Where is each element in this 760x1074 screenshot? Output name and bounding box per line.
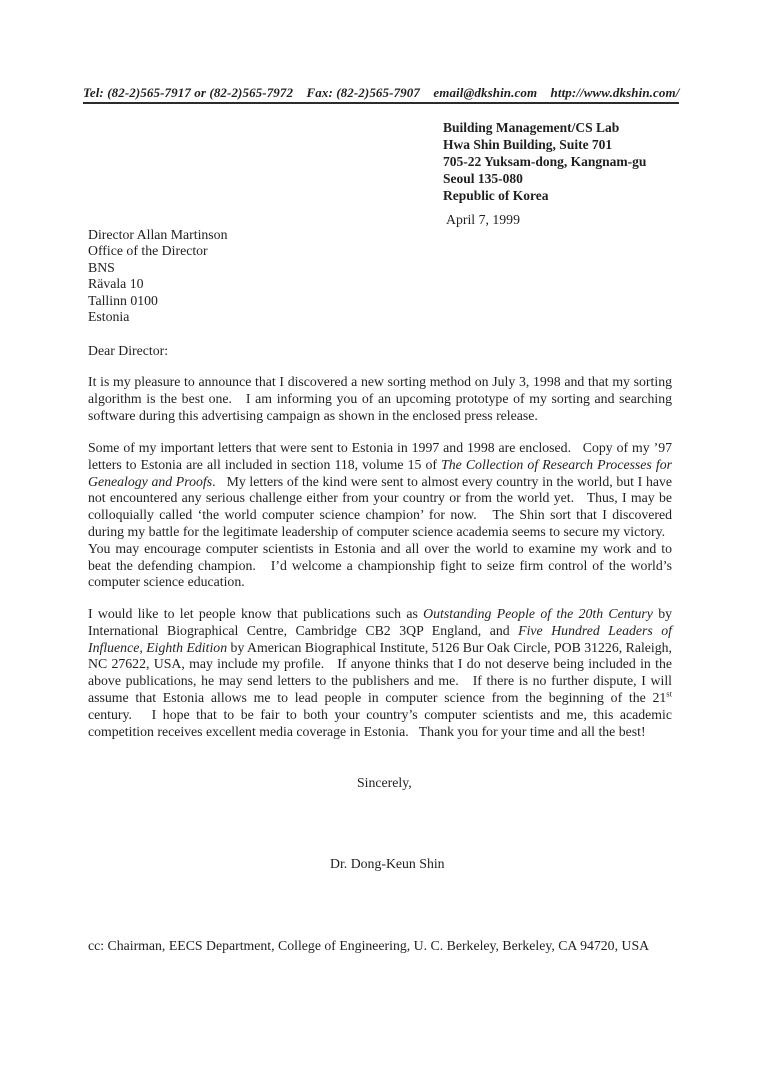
recipient-address-block	[88, 227, 227, 325]
text-segment: Eighth Edition	[146, 639, 228, 655]
sender-address-block	[443, 119, 646, 204]
text-segment: It is my pleasure to announce that I discovered a new sorting method on July 3, 1998 and that my sorting algorithm is the best one. I am informing you of an upcoming prototype of my sorting and searching software during this advertising campaign as shown in the enclosed press release.	[88, 374, 672, 423]
text-segment: . My letters of the kind were sent to almost every country in the world, but I have not encountered any serious challenge either from your country or from the world yet. Thus, I may be colloquially called ‘the world computer science champion’ for now. The Shin sort that I discovered during my battle for the legitimate leadership of computer science academia seems to secure my victory. You may encourage computer scientists in Estonia and all over the world to examine my work and to beat the defending champion. I’d welcome a championship fight to seize firm control of the world’s computer science education.	[88, 473, 673, 590]
text-segment: Five Hundred Leaders of Influence	[88, 622, 672, 655]
recipient-address-line: BNS	[88, 259, 115, 275]
signature-name: Dr. Dong-Keun Shin	[330, 856, 445, 871]
closing: Sincerely,	[357, 775, 412, 790]
recipient-address-line: Tallinn 0100	[88, 292, 158, 308]
cc-line: cc: Chairman, EECS Department, College of Engineering, U. C. Berkeley, Berkeley, CA 94720, USA	[88, 938, 650, 953]
date-line: April 7, 1999	[446, 212, 520, 227]
text-segment: ,	[139, 639, 147, 655]
body-paragraph-1	[88, 374, 672, 424]
recipient-address-line: Estonia	[88, 309, 130, 325]
sender-address-line: Hwa Shin Building, Suite 701	[443, 137, 613, 152]
salutation: Dear Director:	[88, 343, 169, 358]
sender-address-line: 705-22 Yuksam-dong, Kangnam-gu	[443, 154, 647, 169]
text-segment: st	[666, 688, 672, 699]
text-segment: by International Biographical Centre, Cambridge CB2 3QP England, and	[88, 606, 672, 638]
text-segment: The Collection of Research Processes for Genealogy and Proofs	[88, 456, 672, 489]
body-paragraph-3	[88, 606, 672, 740]
text-segment: by American Biographical Institute, 5126 Bur Oak Circle, POB 31226, Raleigh, NC 27622, USA, may include my profile. If anyone thinks that I do not deserve being included in the above publications, he may send letters to the publishers and me. If there is no further dispute, I will assume that Estonia allows me to lead people in computer science from the beginning of the 21	[88, 639, 672, 705]
sender-address-line: Seoul 135-080	[443, 171, 523, 186]
sender-address-line: Republic of Korea	[443, 188, 549, 203]
text-segment: I would like to let people know that publications such as	[88, 606, 424, 621]
recipient-address-line: Office of the Director	[88, 243, 208, 259]
sender-address-line: Building Management/CS Lab	[443, 120, 620, 135]
text-segment: century. I hope that to be fair to both your country’s computer scientists and me, this academic competition receives excellent media coverage in Estonia. Thank you for your time and all the best!	[88, 706, 672, 739]
recipient-address-line: Director Allan Martinson	[88, 227, 228, 242]
text-segment: Some of my important letters that were sent to Estonia in 1997 and 1998 are enclosed. Copy of my ’97 letters to Estonia are all included in section 118, volume 15 of	[88, 440, 672, 472]
text-segment: Outstanding People of the 20th Century	[423, 606, 653, 621]
recipient-address-line: Rävala 10	[88, 276, 144, 292]
contact-header-line: Tel: (82-2)565-7917 or (82-2)565-7972 Fax: (82-2)565-7907 email@dkshin.com http://www.dkshin.com/	[83, 85, 679, 104]
body-paragraph-2	[88, 440, 672, 591]
